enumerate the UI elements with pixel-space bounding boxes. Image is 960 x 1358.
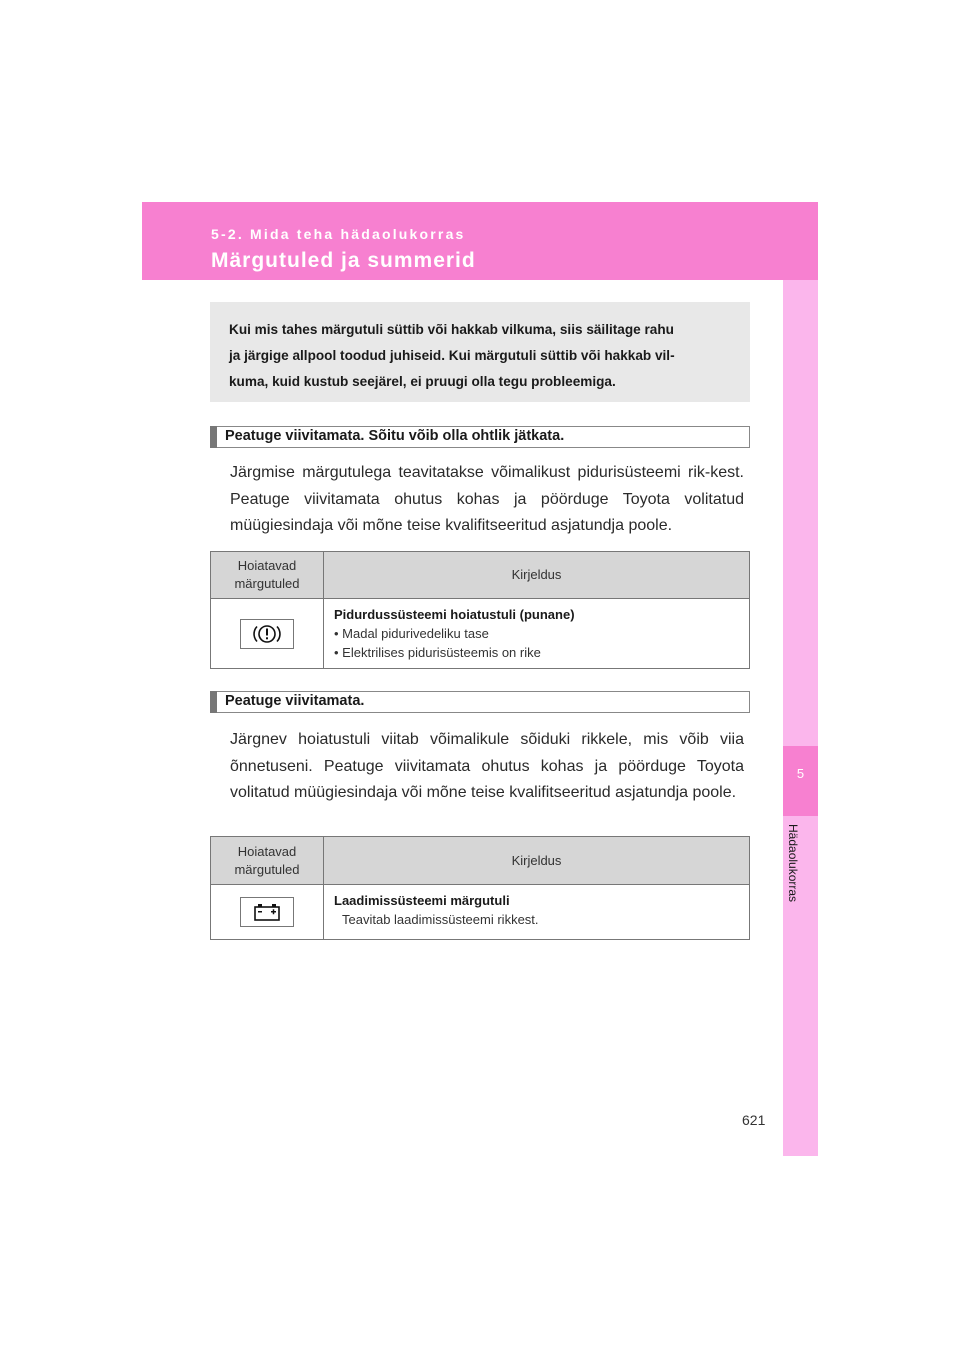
table-header-indicators: Hoiatavad märgutuled: [211, 837, 324, 885]
description-item: Teavitab laadimissüsteemi rikkest.: [342, 912, 539, 927]
description-cell: [324, 885, 750, 940]
indicator-cell: [211, 599, 324, 669]
intro-line: ja järgige allpool toodud juhiseid. Kui märgutuli süttib või hakkab vil-: [229, 348, 675, 363]
description-cell: [324, 599, 750, 669]
description-item: • Madal pidurivedeliku tase: [334, 626, 489, 641]
table-header-row: [211, 552, 750, 599]
icon-frame: [240, 897, 294, 927]
brake-warning-icon: [250, 622, 284, 646]
section1-table: [210, 551, 750, 669]
battery-charge-icon: [250, 901, 284, 923]
section1-heading-box: [210, 426, 750, 448]
section-label: 5-2. Mida teha hädaolukorras: [211, 226, 466, 242]
section2-body: Järgnev hoiatustuli viitab võimalikule sõiduki rikkele, mis võib viia õnnetuseni. Peatuge viivitamata ohutus kohas ja pöörduge Toyota volitatud müügiesindaja või mõne teise kvalifitseeritud asjatundja poole.: [230, 731, 744, 801]
page-title: Märgutuled ja summerid: [211, 249, 476, 272]
heading-bar: [210, 426, 217, 448]
description-title: Laadimissüsteemi märgutuli: [334, 893, 510, 908]
heading-bar: [210, 691, 217, 713]
side-tab-label-wrap: [758, 820, 843, 970]
side-tab: [783, 280, 818, 1156]
section1-heading: Peatuge viivitamata. Sõitu võib olla ohtlik jätkata.: [225, 428, 565, 444]
table-header-description: Kirjeldus: [324, 837, 750, 885]
intro-line: Kui mis tahes märgutuli süttib või hakkab vilkuma, siis säilitage rahu: [229, 322, 674, 337]
indicator-cell: [211, 885, 324, 940]
description-title: Pidurdussüsteemi hoiatustuli (punane): [334, 607, 575, 622]
icon-frame: [240, 619, 294, 649]
table-header-description: Kirjeldus: [324, 552, 750, 599]
table-header-row: [211, 837, 750, 885]
table-header-indicators: Hoiatavad märgutuled: [211, 552, 324, 599]
intro-text: [229, 317, 734, 395]
table-row: [211, 885, 750, 940]
section1-body: Järgmise märgutulega teavitatakse võimalikust pidurisüsteemi rik-kest. Peatuge viivitamata ohutus kohas ja pöörduge Toyota volitatud müügiesindaja või mõne teise kvalifitseeritud asjatundja poole.: [230, 464, 744, 534]
section2-heading-box: [210, 691, 750, 713]
page-number: 621: [742, 1112, 766, 1128]
section2-heading: Peatuge viivitamata.: [225, 693, 365, 709]
section2-table: [210, 836, 750, 940]
intro-line: kuma, kuid kustub seejärel, ei pruugi olla tegu probleemiga.: [229, 374, 616, 389]
description-item: • Elektrilises pidurisüsteemis on rike: [334, 645, 541, 660]
side-tab-number: 5: [783, 746, 818, 816]
side-tab-label: Hädaolukorras: [786, 824, 800, 903]
table-row: [211, 599, 750, 669]
